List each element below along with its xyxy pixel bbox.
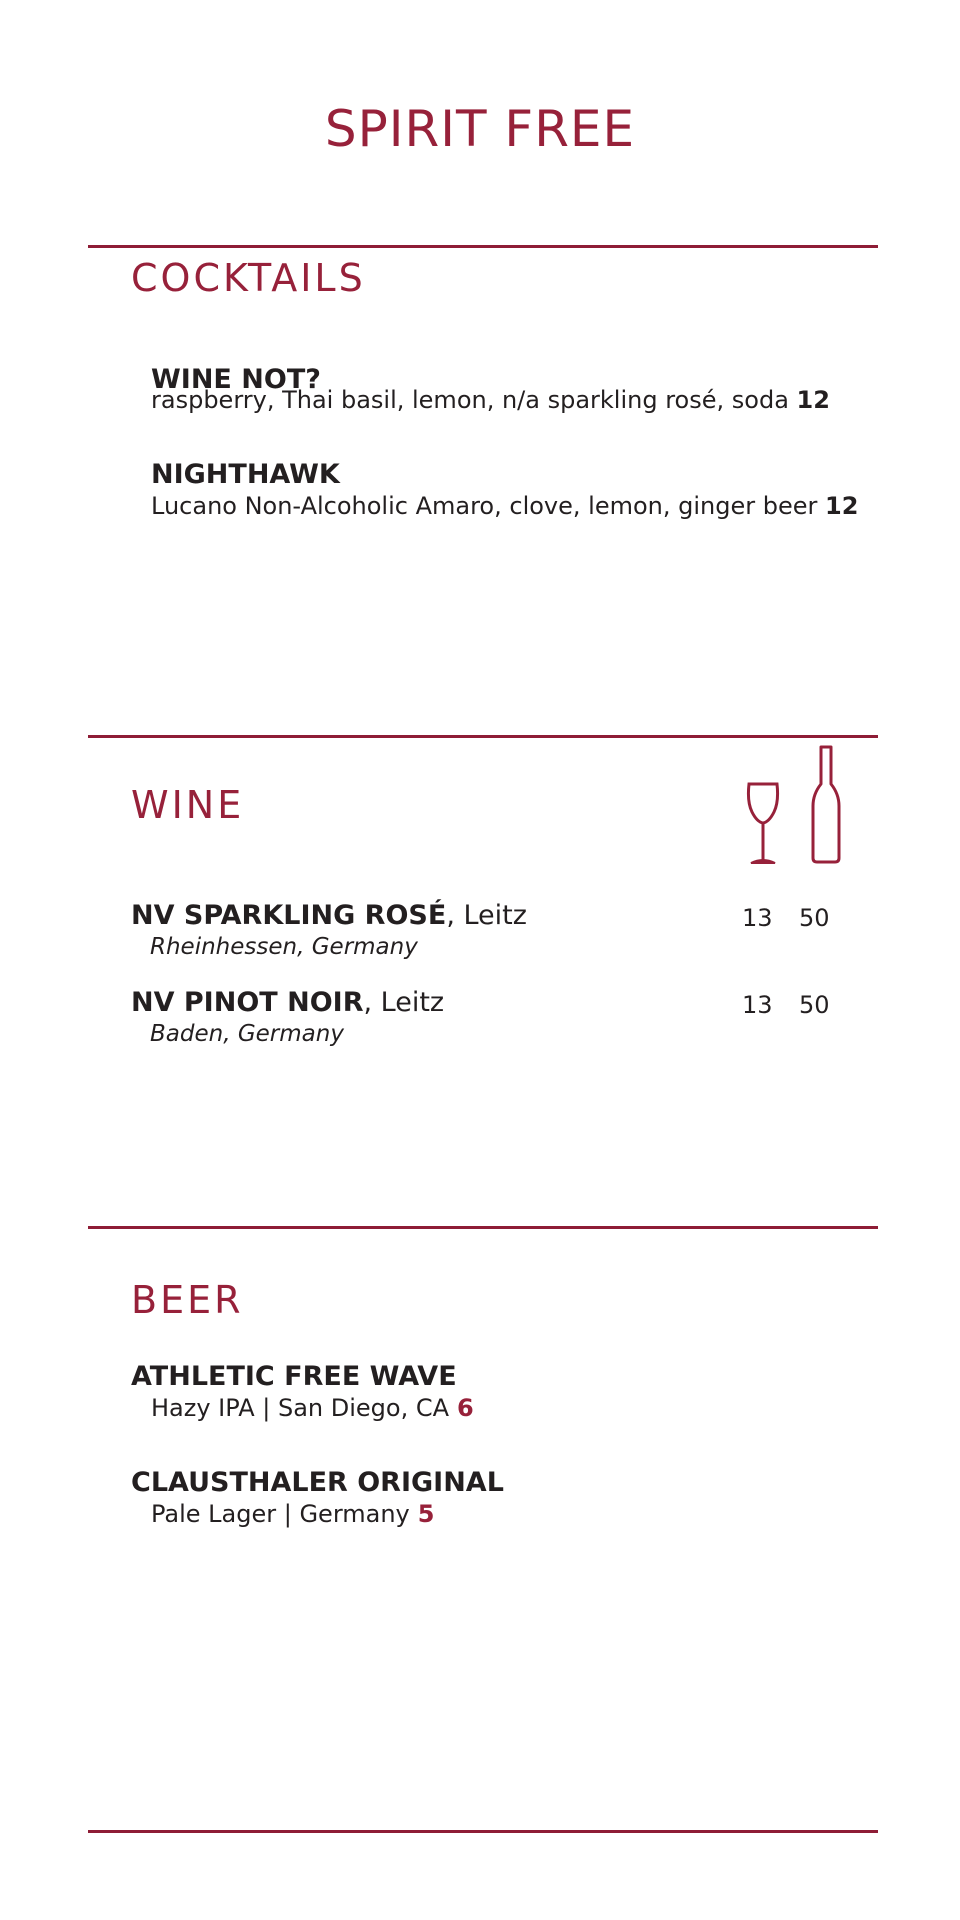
glass-price: 13: [742, 991, 773, 1019]
glass-price: 13: [742, 904, 773, 932]
section-divider: [88, 245, 878, 248]
section-divider: [88, 1226, 878, 1229]
wine-region: Rheinhessen, Germany: [150, 934, 418, 960]
beer-style: Hazy IPA | San Diego, CA: [151, 1394, 450, 1422]
bottle-price: 50: [799, 991, 830, 1019]
wine-region: Baden, Germany: [150, 1021, 344, 1047]
cocktail-price: 12: [796, 386, 830, 414]
wine-name: [131, 987, 444, 1018]
cocktail-ingredients: raspberry, Thai basil, lemon, n/a sparkling rosé, soda: [151, 386, 789, 414]
beer-price: 5: [417, 1500, 435, 1528]
wine-heading: WINE: [131, 783, 245, 827]
wine-title: NV PINOT NOIR: [131, 987, 364, 1018]
beer-description: [151, 1500, 434, 1528]
cocktail-description: [151, 386, 830, 414]
cocktail-price: 12: [825, 492, 859, 520]
section-divider: [88, 735, 878, 738]
bottle-price: 50: [799, 904, 830, 932]
beer-price: 6: [457, 1394, 474, 1422]
wine-title: NV SPARKLING ROSÉ: [131, 900, 447, 931]
wine-bottle-icon: [809, 744, 843, 866]
cocktail-ingredients: Lucano Non-Alcoholic Amaro, clove, lemon, ginger beer: [151, 492, 818, 520]
wine-name: [131, 900, 527, 931]
wine-producer: , Leitz: [363, 987, 445, 1018]
beer-name: CLAUSTHALER ORIGINAL: [131, 1467, 504, 1498]
cocktail-name: WINE NOT?: [151, 364, 321, 395]
cocktail-name: NIGHTHAWK: [151, 459, 340, 490]
beer-description: [151, 1394, 474, 1422]
beer-style: Pale Lager | Germany: [151, 1500, 410, 1528]
cocktail-description: [151, 492, 858, 520]
beer-heading: BEER: [131, 1278, 244, 1322]
cocktails-heading: COCKTAILS: [131, 256, 366, 300]
section-divider: [88, 1830, 878, 1833]
beer-name: ATHLETIC FREE WAVE: [131, 1361, 457, 1392]
wine-producer: , Leitz: [446, 900, 527, 931]
page-title: SPIRIT FREE: [324, 100, 636, 158]
wine-glass-icon: [744, 780, 782, 866]
